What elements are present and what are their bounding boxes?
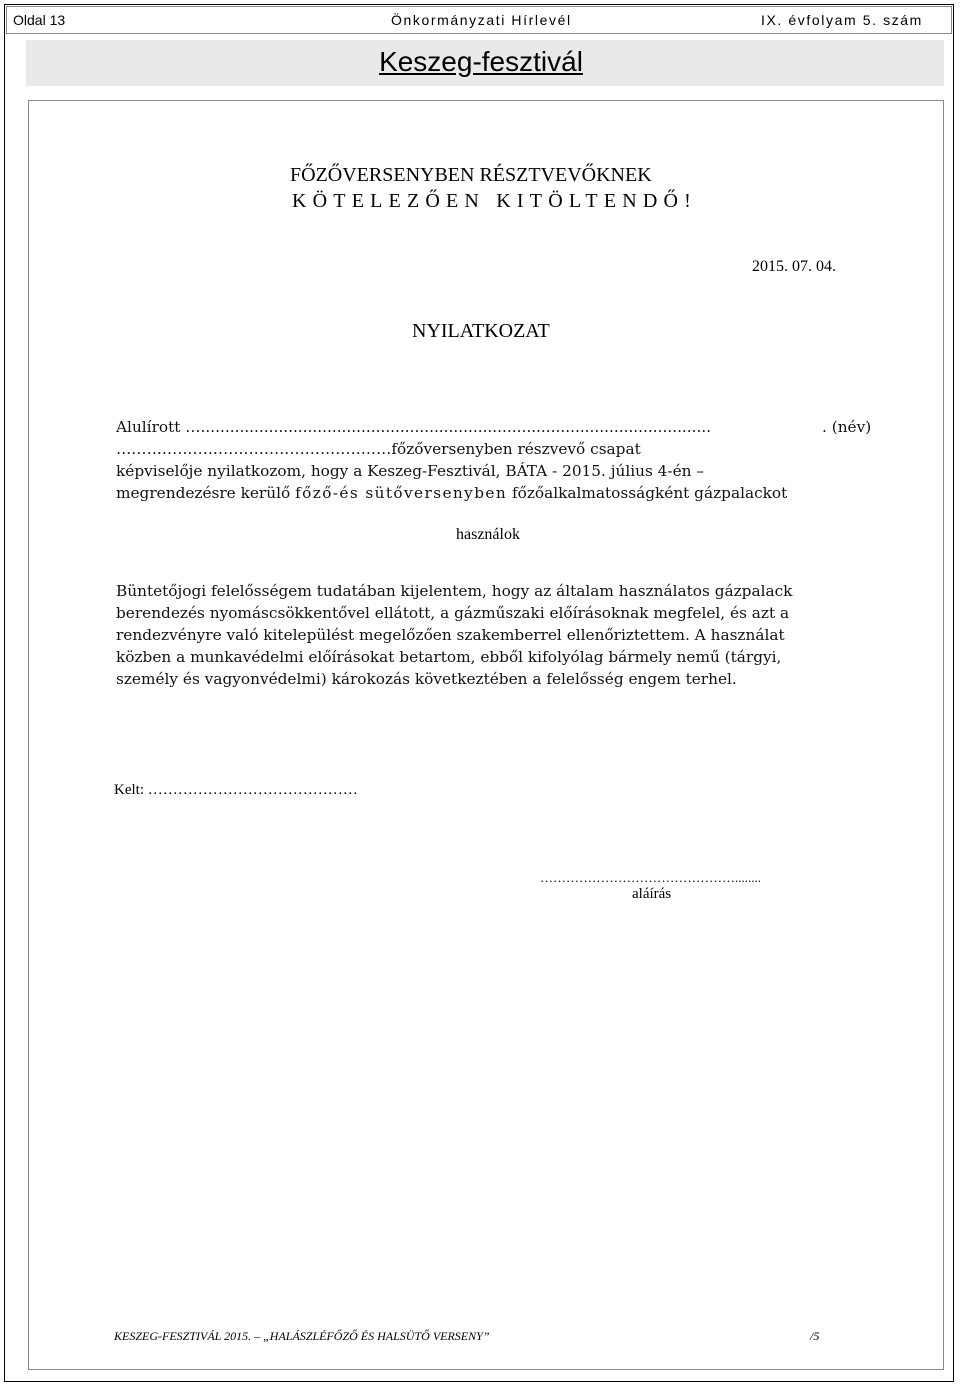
event-line-b: főző-és sütőversenyben <box>295 484 508 502</box>
form-footer: KESZEG-FESZTIVÁL 2015. – „HALÁSZLÉFŐZŐ ÉS HALSÜTŐ VERSENY” <box>114 1329 490 1343</box>
declaration-title: NYILATKOZAT <box>412 320 550 342</box>
page-title: Keszeg-fesztivál <box>379 46 583 77</box>
representative-line: képviselője nyilatkozom, hogy a Keszeg-Fesztivál, BÁTA - 2015. július 4-én – <box>116 462 704 480</box>
signature-line: ………………………………………........ <box>540 870 761 885</box>
publication-name: Önkormányzati Hírlevél <box>391 12 572 28</box>
declaration-paragraph-line3: rendezvényre való kitelepülést megelőzően szakemberrel ellenőriztettem. A használat <box>116 626 785 644</box>
event-line <box>116 484 787 502</box>
event-line-a: megrendezésre kerülő <box>116 484 296 502</box>
issue-info: IX. évfolyam 5. szám <box>761 12 923 28</box>
form-date: 2015. 07. 04. <box>752 258 836 275</box>
declaration-paragraph-line5: személy és vagyonvédelmi) károkozás következtében a felelősség engem terhel. <box>116 670 737 688</box>
place-date-field: Kelt: …………………………………… <box>114 782 358 798</box>
title-bar <box>26 40 944 86</box>
form-heading-line1: FŐZŐVERSENYBEN RÉSZTVEVŐKNEK <box>290 164 652 186</box>
page-number: Oldal 13 <box>13 12 66 28</box>
form-heading-line2: KÖTELEZŐEN KITÖLTENDŐ! <box>292 190 698 212</box>
team-line: ………………………………………………főzőversenyben részvevő csapat <box>116 440 641 458</box>
declaration-paragraph-line2: berendezés nyomáscsökkentővel ellátott, a gázműszaki előírásoknak megfelel, és azt a <box>116 604 790 622</box>
name-label: . (név) <box>822 418 872 436</box>
form-box <box>28 100 944 1370</box>
signature-label: aláírás <box>632 886 672 902</box>
uses-text: használok <box>456 526 520 543</box>
declaration-paragraph-line1: Büntetőjogi felelősségem tudatában kijelentem, hogy az általam használatos gázpalack <box>116 582 793 600</box>
name-line: Alulírott …......................................................................................................... <box>116 418 712 436</box>
form-footer-page: /5 <box>810 1329 820 1343</box>
declaration-paragraph-line4: közben a munkavédelmi előírásokat betartom, ebből kifolyólag bármely nemű (tárgyi, <box>116 648 782 666</box>
event-line-c: főzőalkalmatosságként gázpalackot <box>507 484 788 502</box>
page-header <box>6 6 952 34</box>
